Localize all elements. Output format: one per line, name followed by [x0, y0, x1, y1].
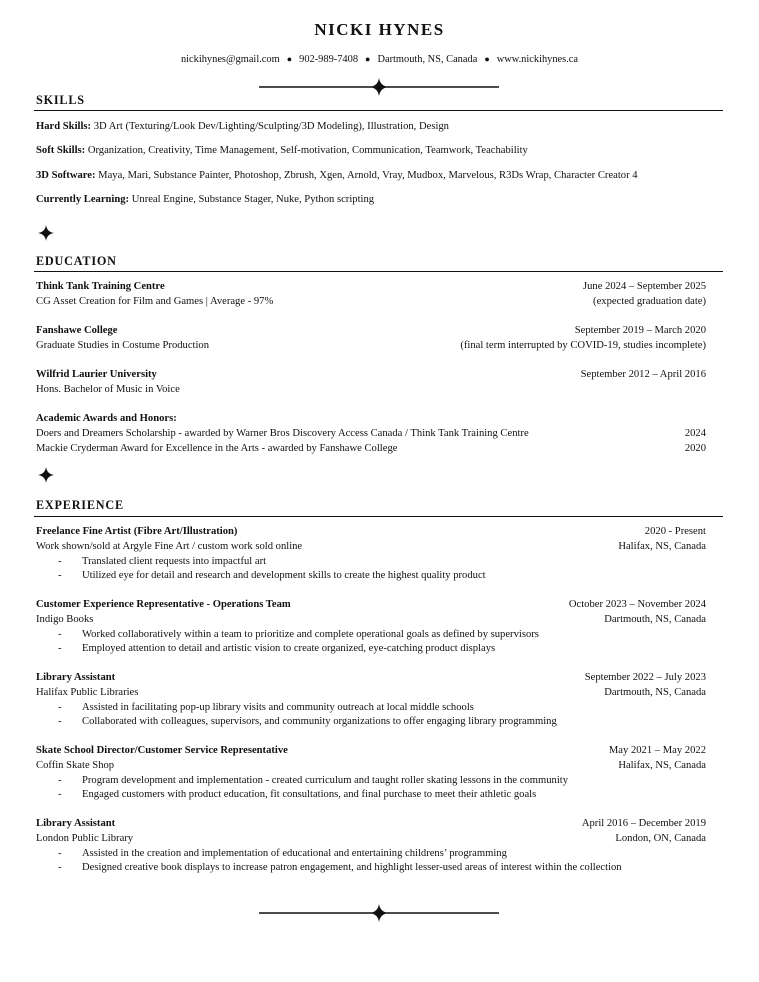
bullet-text: Utilized eye for detail and research and development skills to create the highest quality product: [82, 570, 486, 581]
skill-line: [36, 121, 706, 132]
bullet-dash: -: [58, 629, 62, 640]
phone: 902-989-7408: [299, 54, 359, 65]
star-divider-icon: [259, 903, 499, 923]
education-heading: EDUCATION: [36, 254, 117, 268]
education-note: (final term interrupted by COVID-19, studies incomplete): [460, 340, 706, 351]
award-year: 2020: [684, 443, 706, 454]
employer: Work shown/sold at Argyle Fine Art / custom work sold online: [36, 541, 303, 552]
bullet-dash: -: [58, 862, 62, 873]
skill-label: Soft Skills:: [36, 145, 86, 156]
school-name: Think Tank Training Centre: [36, 281, 165, 292]
separator-dot: ●: [365, 54, 371, 64]
bullet-dash: -: [58, 848, 62, 859]
section-rule: [34, 110, 723, 111]
skill-value: 3D Art (Texturing/Look Dev/Lighting/Sculpting/3D Modeling), Illustration, Design: [91, 121, 449, 132]
bullet-dash: -: [58, 570, 62, 581]
bullet-text: Assisted in facilitating pop-up library visits and community outreach at local middle schools: [82, 702, 474, 713]
job-dates: October 2023 – November 2024: [568, 599, 706, 610]
award-text: Doers and Dreamers Scholarship - awarded by Warner Bros Discovery Access Canada / Think Tank Training Centre: [36, 428, 529, 439]
job-title: Customer Experience Representative - Operations Team: [36, 599, 291, 610]
star-divider-icon: [259, 77, 499, 97]
job-dates: May 2021 – May 2022: [608, 745, 706, 756]
skill-line: [36, 194, 706, 205]
job-location: Dartmouth, NS, Canada: [604, 614, 706, 625]
bullet-text: Worked collaboratively within a team to prioritize and complete operational goals as defined by supervisors: [82, 629, 539, 640]
job-dates: April 2016 – December 2019: [581, 818, 706, 829]
school-name: Fanshawe College: [36, 325, 118, 336]
skill-line: [36, 170, 706, 181]
skill-value: Organization, Creativity, Time Management, Self-motivation, Communication, Teamwork, Teachability: [85, 145, 528, 156]
bullet-text: Designed creative book displays to increase patron engagement, and highlight lesser-used areas of interest within the collection: [82, 862, 622, 873]
bullet-dash: -: [58, 702, 62, 713]
awards-heading: Academic Awards and Honors:: [36, 413, 177, 424]
job-title: Freelance Fine Artist (Fibre Art/Illustration): [36, 526, 238, 537]
award-text: Mackie Cryderman Award for Excellence in the Arts - awarded by Fanshawe College: [36, 443, 398, 454]
sparkle-star-icon: [38, 225, 54, 241]
skills-heading: SKILLS: [36, 93, 85, 107]
employer: London Public Library: [36, 833, 134, 844]
job-location: Halifax, NS, Canada: [618, 541, 706, 552]
program-detail: CG Asset Creation for Film and Games | Average - 97%: [36, 296, 274, 307]
education-dates: June 2024 – September 2025: [583, 281, 706, 292]
bullet-text: Assisted in the creation and implementation of educational and entertaining childrens’ programming: [82, 848, 507, 859]
program-detail: Graduate Studies in Costume Production: [36, 340, 210, 351]
job-location: London, ON, Canada: [615, 833, 706, 844]
bullet-dash: -: [58, 775, 62, 786]
bullet-text: Collaborated with colleagues, supervisors, and community organizations to offer engaging library programming: [82, 716, 557, 727]
location: Dartmouth, NS, Canada: [377, 54, 478, 65]
email: nickihynes@gmail.com: [180, 54, 280, 65]
job-dates: September 2022 – July 2023: [584, 672, 706, 683]
job-location: Halifax, NS, Canada: [618, 760, 706, 771]
bullet-text: Engaged customers with product education, fit consultations, and final purchase to meet their athletic goals: [82, 789, 537, 800]
separator-dot: ●: [484, 54, 490, 64]
section-rule: [34, 516, 723, 517]
skill-label: Hard Skills:: [36, 121, 92, 132]
program-detail: Hons. Bachelor of Music in Voice: [36, 384, 180, 395]
bullet-text: Employed attention to detail and artistic vision to create organized, eye-catching product displays: [82, 643, 496, 654]
job-title: Library Assistant: [36, 672, 116, 683]
job-title: Library Assistant: [36, 818, 116, 829]
employer: Indigo Books: [36, 614, 94, 625]
bullet-dash: -: [58, 643, 62, 654]
bullet-dash: -: [58, 789, 62, 800]
award-year: 2024: [684, 428, 706, 439]
contact-line: [0, 54, 759, 65]
separator-dot: ●: [286, 54, 293, 64]
bullet-text: Translated client requests into impactful art: [82, 556, 267, 567]
skill-label: 3D Software:: [36, 170, 96, 181]
skill-label: Currently Learning:: [36, 194, 130, 205]
section-rule: [34, 271, 723, 272]
employer: Coffin Skate Shop: [36, 760, 115, 771]
education-dates: September 2019 – March 2020: [574, 325, 706, 336]
experience-heading: EXPERIENCE: [36, 498, 124, 512]
bullet-dash: -: [58, 716, 62, 727]
bullet-dash: -: [58, 556, 62, 567]
skill-value: Unreal Engine, Substance Stager, Nuke, Python scripting: [129, 194, 375, 205]
education-dates: September 2012 – April 2016: [580, 369, 706, 380]
skill-value: Maya, Mari, Substance Painter, Photoshop, Zbrush, Xgen, Arnold, Vray, Mudbox, Marvelous, R3Ds Wrap, Character Creator 4: [95, 170, 638, 181]
skill-line: [36, 145, 706, 156]
applicant-name: NICKI HYNES: [314, 20, 445, 39]
employer: Halifax Public Libraries: [36, 687, 139, 698]
education-note: (expected graduation date): [593, 296, 706, 307]
bullet-text: Program development and implementation - created curriculum and taught roller skating lessons in the community: [82, 775, 569, 786]
job-title: Skate School Director/Customer Service Representative: [36, 745, 288, 756]
job-dates: 2020 - Present: [644, 526, 706, 537]
school-name: Wilfrid Laurier University: [36, 369, 157, 380]
job-location: Dartmouth, NS, Canada: [604, 687, 706, 698]
website: www.nickihynes.ca: [496, 54, 579, 65]
sparkle-star-icon: [38, 467, 54, 483]
